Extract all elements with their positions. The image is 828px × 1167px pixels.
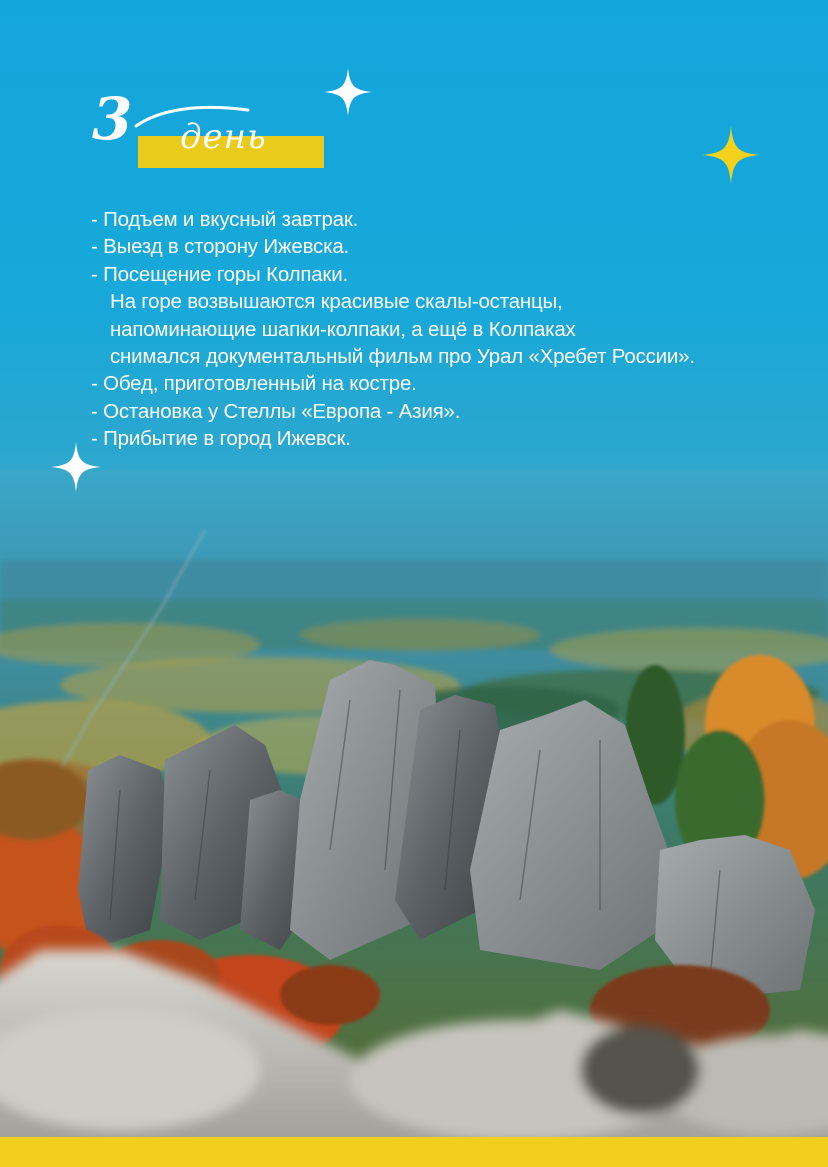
day-number: 3 xyxy=(92,85,133,153)
list-item: - Выезд в сторону Ижевска. xyxy=(91,235,350,259)
sparkle-icon xyxy=(700,124,762,186)
mountain-rocks-photo xyxy=(0,470,828,1137)
description-line: напоминающие шапки-колпаки, а ещё в Колпаках xyxy=(110,317,576,341)
day-word: день xyxy=(180,117,267,157)
bottom-accent-bar xyxy=(0,1137,828,1167)
list-item: - Посещение горы Колпаки. xyxy=(91,262,348,286)
list-item: - Обед, приготовленный на костре. xyxy=(91,372,417,396)
description-line: На горе возвышаются красивые скалы-останцы, xyxy=(110,290,563,314)
list-item: - Прибытие в город Ижевск. xyxy=(91,427,351,451)
description-line: снимался документальный фильм про Урал «Хребет России». xyxy=(110,345,695,369)
itinerary-list xyxy=(91,206,811,453)
list-item: - Остановка у Стеллы «Европа - Азия». xyxy=(91,399,461,423)
list-item: - Подъем и вкусный завтрак. xyxy=(91,208,359,231)
day-title xyxy=(92,85,332,172)
